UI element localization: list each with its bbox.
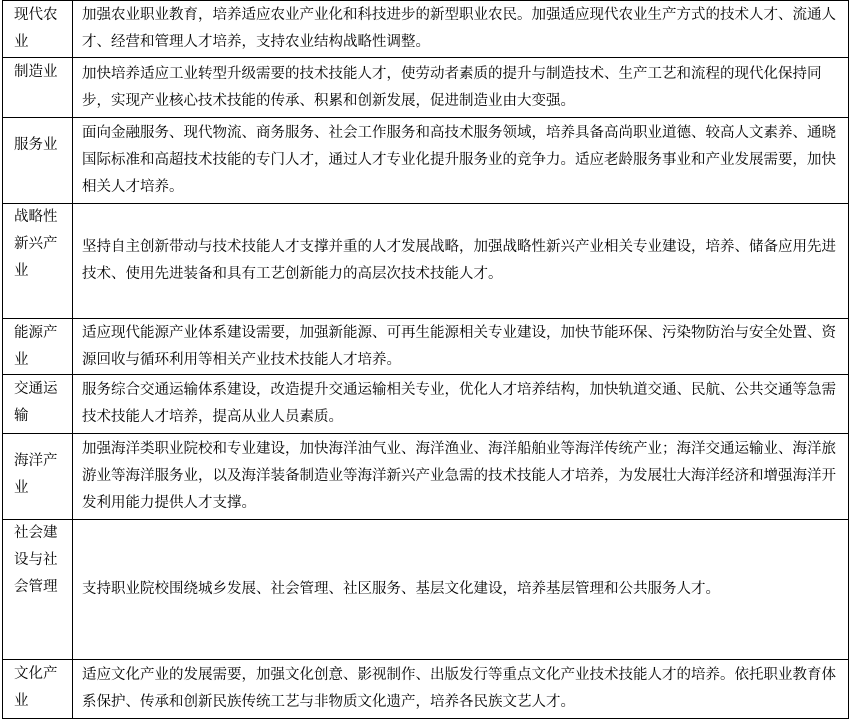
category-cell: 社会建设与社会管理 [3,520,73,660]
category-cell: 现代农业 [3,1,73,58]
table-row [3,204,849,319]
description-cell: 支持职业院校围绕城乡发展、社会管理、社区服务、基层文化建设，培养基层管理和公共服务人才。 [73,520,849,660]
table-row [3,660,849,719]
table-row [3,319,849,375]
description-cell: 加快培养适应工业转型升级需要的技术技能人才，使劳动者素质的提升与制造技术、生产工艺和流程的现代化保持同步，实现产业核心技术技能的传承、积累和创新发展，促进制造业由大变强。 [73,58,849,118]
category-cell: 能源产业 [3,319,73,375]
table-row [3,375,849,434]
category-cell: 服务业 [3,118,73,204]
description-cell: 服务综合交通运输体系建设，改造提升交通运输相关专业，优化人才培养结构，加快轨道交通、民航、公共交通等急需技术技能人才培养，提高从业人员素质。 [73,375,849,434]
industry-talent-table [2,0,849,719]
category-cell: 交通运输 [3,375,73,434]
table-row [3,520,849,660]
table-row [3,434,849,520]
table-row [3,1,849,58]
description-cell: 适应现代能源产业体系建设需要，加强新能源、可再生能源相关专业建设，加快节能环保、污染物防治与安全处置、资源回收与循环利用等相关产业技术技能人才培养。 [73,319,849,375]
description-cell: 加强农业职业教育，培养适应农业产业化和科技进步的新型职业农民。加强适应现代农业生产方式的技术人才、流通人才、经营和管理人才培养，支持农业结构战略性调整。 [73,1,849,58]
description-cell: 适应文化产业的发展需要，加强文化创意、影视制作、出版发行等重点文化产业技术技能人才的培养。依托职业教育体系保护、传承和创新民族传统工艺与非物质文化遗产，培养各民族文艺人才。 [73,660,849,719]
description-cell: 坚持自主创新带动与技术技能人才支撑并重的人才发展战略，加强战略性新兴产业相关专业建设，培养、储备应用先进技术、使用先进装备和具有工艺创新能力的高层次技术技能人才。 [73,204,849,319]
description-cell: 加强海洋类职业院校和专业建设，加快海洋油气业、海洋渔业、海洋船舶业等海洋传统产业；海洋交通运输业、海洋旅游业等海洋服务业，以及海洋装备制造业等海洋新兴产业急需的技术技能人才培养，为发展壮大海洋经济和增强海洋开发利用能力提供人才支撑。 [73,434,849,520]
description-cell: 面向金融服务、现代物流、商务服务、社会工作服务和高技术服务领域，培养具备高尚职业道德、较高人文素养、通晓国际标准和高超技术技能的专门人才，通过人才专业化提升服务业的竞争力。适应老龄服务事业和产业发展需要，加快相关人才培养。 [73,118,849,204]
table-row [3,58,849,118]
category-cell: 战略性新兴产业 [3,204,73,319]
category-cell: 海洋产业 [3,434,73,520]
table-row [3,118,849,204]
category-cell: 制造业 [3,58,73,118]
category-cell: 文化产业 [3,660,73,719]
